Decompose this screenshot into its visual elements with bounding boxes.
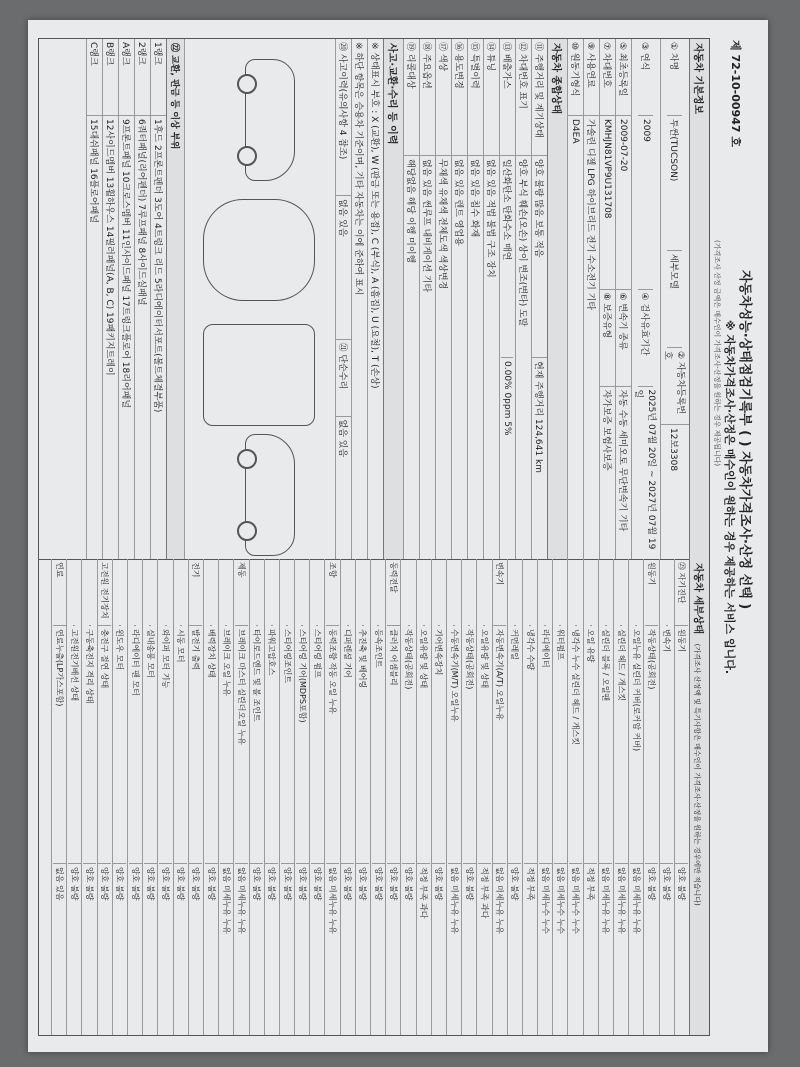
- detail-row: [492, 559, 507, 1035]
- detail-item: 스티어링 기어(MDPS포함): [297, 629, 307, 723]
- status-heading: 자동차 종합상태: [547, 39, 567, 559]
- detail-item: 고전원전기배선 상태: [69, 629, 79, 702]
- status-extra: 현재 주행거리 124,641 km: [532, 357, 547, 559]
- accident-check-row: [335, 39, 351, 559]
- detail-state: 없음 미세누유 누유: [599, 863, 612, 1035]
- detail-row: [218, 559, 233, 1035]
- detail-item: 라디에이터: [540, 629, 550, 668]
- detail-group: 연료: [53, 559, 66, 626]
- detail-item: 디퍼렌셜 기어: [343, 629, 353, 678]
- status-label: ⑭ 튜닝: [484, 39, 499, 156]
- detail-group: [514, 559, 516, 626]
- basic-extra2-label: ② 자동차등록번호: [661, 348, 689, 425]
- detail-rows: [51, 559, 689, 1035]
- detail-state: 양호 불량: [432, 863, 445, 1035]
- detail-row: [127, 559, 142, 1035]
- parts-rank: 2랭크: [135, 39, 150, 116]
- detail-row: [355, 559, 370, 1035]
- detail-item: 작동상태(공회전): [647, 629, 657, 690]
- detail-group: [483, 559, 485, 626]
- detail-row: [416, 559, 431, 1035]
- basic-label: ⑤ 최초등록일: [616, 39, 631, 116]
- detail-item: 윈도우 모터: [115, 629, 125, 671]
- detail-state: 양호 불량: [508, 863, 521, 1035]
- detail-state: 없음 미세누유 누유: [448, 863, 461, 1035]
- detail-group: [620, 559, 622, 626]
- status-value: 없음 있음 렌트 영업용: [453, 159, 463, 246]
- basic-row: [631, 39, 660, 559]
- detail-item: 충전구 절연 상태: [100, 629, 110, 689]
- parts-rank: B랭크: [103, 39, 118, 116]
- detail-state: 양호 불량: [463, 863, 476, 1035]
- detail-row: [142, 559, 157, 1035]
- status-value: 없음 있음 침수 화재: [469, 159, 479, 238]
- detail-row: [97, 559, 112, 1035]
- detail-row: [400, 559, 415, 1035]
- detail-row: [157, 559, 172, 1035]
- detail-row: [325, 559, 340, 1035]
- detail-state: 양호 불량: [205, 863, 218, 1035]
- detail-group: [362, 559, 364, 626]
- basic-extra-label: ⑧ 보증유형: [600, 289, 615, 387]
- detail-item: 와이퍼 모터 기능: [161, 629, 171, 689]
- basic-value: KMHJN81VP9U131708: [602, 119, 613, 219]
- detail-state: 없음 미세누수 누수: [539, 863, 552, 1035]
- detail-item: 구동축전지 격리 상태: [85, 629, 95, 704]
- detail-row: [173, 559, 188, 1035]
- detail-item: 타이로드엔드 및 볼 조인트: [252, 629, 262, 722]
- basic-extra-label: ⑥ 변속기 종류: [616, 289, 631, 387]
- basic-extra-value: 자가보증 보험사보증: [601, 389, 611, 471]
- form-frame: [38, 38, 710, 1036]
- detail-row: [552, 559, 567, 1035]
- status-label: ⑱ 주요옵션: [420, 39, 435, 156]
- detail-group: [575, 559, 577, 626]
- status-row: [499, 39, 515, 559]
- status-value: 양호 부식 훼손(오손) 상이 변조(변타) 도말: [517, 159, 527, 327]
- detail-group: [73, 559, 75, 626]
- detail-row: [568, 559, 583, 1035]
- basic-rows: [567, 39, 689, 559]
- detail-group: [377, 559, 379, 626]
- basic-extra-label: 세부모델: [668, 250, 683, 348]
- detail-row: [674, 559, 689, 1035]
- detail-item: 배력장치 상태: [206, 629, 216, 678]
- wheel-icon: [237, 521, 257, 541]
- detail-row: [583, 559, 598, 1035]
- detail-item: 워터펌프: [555, 629, 565, 660]
- detail-item: 추진축 및 베어링: [358, 629, 368, 689]
- basic-extra-label: ④ 검사유효기간: [639, 289, 654, 387]
- basic-value: 2009-07-20: [618, 119, 629, 172]
- detail-item: 브레이크 마스터 실린더오일 누유: [236, 629, 246, 745]
- detail-group: 제동: [235, 559, 248, 626]
- parts-row: [86, 39, 102, 559]
- detail-state: 양호 불량: [296, 863, 309, 1035]
- detail-group: [89, 559, 91, 626]
- basic-extra-value: 12보3308: [668, 428, 679, 472]
- detail-row: [507, 559, 522, 1035]
- detail-item: 등속조인트: [373, 629, 383, 668]
- detail-group: ㉓ 자기진단: [675, 559, 688, 626]
- status-row: [483, 39, 499, 559]
- detail-item: 오일 유량: [586, 629, 596, 663]
- basic-extra-value: 2025년 07월 20일 ~ 2027년 07월 19일: [633, 389, 656, 550]
- detail-state: 없음 미세누수 누수: [554, 863, 567, 1035]
- detail-group: 동력전달: [387, 559, 400, 626]
- detail-item: 냉각수 누수 실린더 헤드 / 개스킷: [571, 629, 581, 745]
- status-label: ⑮ 특별이력: [468, 39, 483, 156]
- detail-state: 양호 불량: [144, 863, 157, 1035]
- detail-item: 연료누출(LP가스포함): [54, 629, 64, 707]
- detail-state: 양호 불량: [675, 863, 688, 1035]
- detail-item: 오일누유 실린더 커버(로커암 커버): [631, 629, 641, 752]
- detail-item: 커먼레일: [510, 629, 520, 660]
- detail-state: 양호 불량: [174, 863, 187, 1035]
- detail-state: 양호 불량: [402, 863, 415, 1035]
- detail-item: 자동변속기(A/T) 오일누유: [495, 629, 505, 721]
- detail-group: [590, 559, 592, 626]
- status-row: [419, 39, 435, 559]
- detail-group: [119, 559, 121, 626]
- accident-note2-row: [351, 39, 367, 559]
- detail-row: [476, 559, 491, 1035]
- detail-group: [423, 559, 425, 626]
- detail-group: [468, 559, 470, 626]
- detail-group: [408, 559, 410, 626]
- parts-row: [150, 39, 166, 559]
- status-value: 무채색 유채색 전체도색 색상변경: [437, 159, 447, 290]
- parts-row: [118, 39, 134, 559]
- parts-items: 6쿼터패널(리어펜더) 7루프패널 8사이드실패널: [136, 119, 146, 306]
- accident-note2: ※ 하단 항목은 승용차 기준이며, 기타 자동차는 이에 준하여 표시: [353, 42, 363, 296]
- detail-row: [385, 559, 400, 1035]
- accident-heading: 사고·교환·수리 등 이력: [383, 39, 403, 559]
- detail-state: 양호 불량: [356, 863, 369, 1035]
- doc-subtitle: ※ 자동차가격조사·산정은 매수인이 원하는 경우 제공하는 서비스 입니다.: [723, 320, 736, 675]
- document-sheet: [28, 20, 768, 1052]
- status-row: [435, 39, 451, 559]
- detail-item: 클러치 어셈블리: [388, 629, 398, 686]
- header: [713, 40, 758, 1030]
- detail-row: [51, 559, 66, 1035]
- rotated-page: [28, 20, 768, 1052]
- detail-group: [453, 559, 455, 626]
- detail-group: [559, 559, 561, 626]
- detail-item: 오일유량 및 상태: [479, 629, 489, 689]
- detail-group: [544, 559, 546, 626]
- detail-state: 양호 불량: [387, 863, 400, 1035]
- car-top-diagram: [203, 199, 315, 301]
- detail-state: 적정 부족: [524, 863, 537, 1035]
- basic-row: [660, 39, 689, 559]
- detail-item: 오일유량 및 상태: [419, 629, 429, 689]
- detail-group: [180, 559, 182, 626]
- status-row: [403, 39, 419, 559]
- parts-items: 15대쉬패널 16플로어패널: [88, 119, 98, 224]
- detail-state: 양호 불량: [83, 863, 96, 1035]
- status-row: [515, 39, 531, 559]
- detail-group: [286, 559, 288, 626]
- parts-items: 12사이드멤버 13휠하우스 14필러패널(A, B, C) 19패키지트레이: [104, 119, 114, 376]
- detail-group: [134, 559, 136, 626]
- detail-row: [294, 559, 309, 1035]
- detail-state: 양호 불량: [129, 863, 142, 1035]
- detail-state: 없음 미세누유 누유: [493, 863, 506, 1035]
- detail-row: [628, 559, 643, 1035]
- detail-state: 적정 부족: [584, 863, 597, 1035]
- status-value: 없음 있음 적법 불법 구조 장치: [485, 159, 495, 278]
- detail-row: [233, 559, 248, 1035]
- basic-row: [583, 39, 599, 559]
- status-label: ⑫ 차대번호 표기: [516, 39, 531, 156]
- detail-group: [666, 559, 668, 626]
- detail-row: [264, 559, 279, 1035]
- detail-row: [537, 559, 552, 1035]
- wheel-icon: [237, 146, 257, 166]
- accident-check2-value: 없음 있음: [337, 419, 347, 458]
- detail-state: 없음 미세누유 누유: [220, 863, 233, 1035]
- car-side-diagram-left: [245, 59, 295, 181]
- accident-note1-row: [367, 39, 383, 559]
- right-column: [39, 559, 709, 1035]
- detail-group: [316, 559, 318, 626]
- detail-row: [613, 559, 628, 1035]
- detail-state: 없음 미세누유 누유: [630, 863, 643, 1035]
- detail-state: 적정 부족 과다: [417, 863, 430, 1035]
- status-row: [451, 39, 467, 559]
- basic-label: ① 차명: [668, 39, 683, 116]
- basic-value: 가솔린 디젤 LPG 하이브리드 전기 수소전기 기타: [585, 119, 595, 311]
- detail-state: 양호 불량: [113, 863, 126, 1035]
- detail-item: 스티어링조인트: [282, 629, 292, 684]
- detail-item: 실린더 헤드 / 개스킷: [616, 629, 626, 702]
- detail-item: 작동상태(공회전): [464, 629, 474, 690]
- detail-group: [438, 559, 440, 626]
- status-value: 양호 불량 많음 보통 적음: [533, 159, 543, 258]
- detail-row: [66, 559, 81, 1035]
- parts-rank: A랭크: [119, 39, 134, 116]
- detail-state: 양호 불량: [159, 863, 172, 1035]
- basic-row: [615, 39, 631, 559]
- detail-item: 브레이크 오일 누유: [221, 629, 231, 696]
- basic-label: ⑦ 차대번호: [600, 39, 615, 116]
- status-row: [467, 39, 483, 559]
- detail-item: 실린더 블록 / 오일팬: [601, 629, 611, 702]
- detail-state: 양호 불량: [341, 863, 354, 1035]
- detail-item: 파워고압호스: [267, 629, 277, 676]
- detail-state: 양호 불량: [660, 863, 673, 1035]
- detail-state: 양호 불량: [189, 863, 202, 1035]
- detail-group: [605, 559, 607, 626]
- status-label: ⑰ 색상: [436, 39, 451, 156]
- detail-row: [82, 559, 97, 1035]
- detail-group: 전기: [189, 559, 202, 626]
- parts-row: [102, 39, 118, 559]
- detail-item: 동력조향 작동 오일 누유: [328, 629, 338, 714]
- detail-group: 조향: [326, 559, 339, 626]
- detail-item: 수동변속기(M/T) 오일누유: [449, 629, 459, 722]
- detail-item: 기어변속장치: [434, 629, 444, 676]
- doc-note: (가격조사 산정 금액은 매수인이 가격조사·산정을 원하는 경우 제공됩니다): [713, 240, 721, 467]
- basic-extra-value: 자동 수동 세미오토 무단변속기 기타: [617, 389, 627, 532]
- wheel-icon: [237, 449, 257, 469]
- detail-state: 없음 미세누유 누유: [235, 863, 248, 1035]
- detail-group: [529, 559, 531, 626]
- detail-row: [659, 559, 674, 1035]
- detail-item: 발전기 출력: [191, 629, 201, 671]
- accident-check1-value: 없음 있음: [337, 199, 347, 237]
- detail-row: [522, 559, 537, 1035]
- detail-item: 냉각수 수량: [525, 629, 535, 671]
- parts-row: [134, 39, 150, 559]
- detail-state: 적정 부족 과다: [478, 863, 491, 1035]
- car-side-diagram-right: [245, 434, 295, 556]
- detail-state: 양호 불량: [281, 863, 294, 1035]
- basic-label: ⑩ 원동기형식: [568, 39, 583, 116]
- accident-check2-label: ㉑ 단순수리: [336, 339, 351, 417]
- detail-group: 변속기: [493, 559, 506, 626]
- detail-state: 양호 불량: [311, 863, 324, 1035]
- status-label: ⑬ 배출가스: [500, 39, 515, 156]
- detail-item: 실내송풍 모터: [145, 629, 155, 678]
- doc-title: 자동차성능·상태점검기록부 ( ) 자동차가격조사·산정 선택 ): [737, 270, 752, 610]
- status-value: 해당없음 해당 이행 미이행: [405, 159, 415, 264]
- car-diagrams: [184, 39, 335, 559]
- detail-group: [210, 559, 212, 626]
- detail-item: 원동기: [677, 629, 687, 653]
- parts-rows: [86, 39, 166, 559]
- detail-row: [446, 559, 461, 1035]
- detail-group: [301, 559, 303, 626]
- detail-heading: 자동차 세부상태 (가격조사 산정액 및 특기사항은 매수인이 가격조사·산정을 원하는 경우에만 적습니다): [689, 559, 709, 1035]
- doc-number: 제 72-10-00947 호: [729, 40, 742, 147]
- accident-check1-label: ⑳ 사고이력(유의사항 4 참조): [336, 39, 351, 196]
- detail-state: 양호 불량: [265, 863, 278, 1035]
- basic-label: ⑨ 사용연료: [584, 39, 599, 116]
- basic-value: 2009: [641, 119, 651, 142]
- parts-items: 1후드 2프론트펜더 3도어 4트렁크 리드 5라디에이터서포트(볼트체결부품): [152, 119, 162, 413]
- detail-state: 양호 불량: [372, 863, 385, 1035]
- detail-state: 양호 불량: [250, 863, 263, 1035]
- status-extra: 0.00% 0ppm 5%: [502, 357, 514, 559]
- detail-state: 양호 불량: [645, 863, 658, 1035]
- detail-group: [256, 559, 258, 626]
- detail-row: [279, 559, 294, 1035]
- detail-state: 양호 불량: [68, 863, 81, 1035]
- basic-row: [599, 39, 615, 559]
- basic-row: [567, 39, 583, 559]
- status-label: ⑲ 리콜대상: [404, 39, 419, 156]
- detail-state: 없음 있음: [53, 863, 66, 1035]
- detail-item: 작동상태(공회전): [404, 629, 414, 690]
- detail-state: 없음 미세누수 누수: [569, 863, 582, 1035]
- status-value: 일산화탄소 탄화수소 매연: [501, 159, 511, 261]
- detail-state: 양호 불량: [98, 863, 111, 1035]
- detail-row: [188, 559, 203, 1035]
- parts-rank: C랭크: [87, 39, 102, 116]
- status-label: ⑯ 용도변경: [452, 39, 467, 156]
- detail-row: [309, 559, 324, 1035]
- detail-item: 라디에이터 팬 모터: [130, 629, 140, 696]
- wheel-icon: [237, 74, 257, 94]
- detail-group: [149, 559, 151, 626]
- car-frame-diagram: [203, 324, 315, 426]
- detail-item: 스티어링 펌프: [312, 629, 322, 678]
- detail-group: [635, 559, 637, 626]
- status-rows: [403, 39, 547, 559]
- basic-label: ③ 연식: [639, 39, 654, 116]
- detail-row: [370, 559, 385, 1035]
- parts-items: 9프론트패널 10크로스멤버 11인사이드패널 17트렁크플로어 18리어패널: [120, 119, 130, 409]
- detail-group: [347, 559, 349, 626]
- detail-group: [225, 559, 227, 626]
- detail-group: [165, 559, 167, 626]
- status-value: 없음 있음 썬루프 내비게이션 기타: [421, 159, 431, 293]
- detail-row: [431, 559, 446, 1035]
- accident-note1: ※ 상태표시 부호 : X (교환), W (판금 또는 용접), C (부식), A (흠집), U (요철), T (손상): [369, 42, 379, 389]
- detail-row: [461, 559, 476, 1035]
- detail-group: [271, 559, 273, 626]
- status-row: [531, 39, 547, 559]
- detail-group: 원동기: [645, 559, 658, 626]
- detail-group: 고전원 전기장치: [98, 559, 111, 626]
- detail-row: [340, 559, 355, 1035]
- detail-row: [598, 559, 613, 1035]
- basic-value: 투싼(TUCSON): [668, 119, 679, 182]
- detail-item: 변속기: [662, 629, 672, 653]
- left-column: [39, 39, 709, 560]
- status-label: ⑪ 주행거리 및 계기상태: [532, 39, 547, 156]
- detail-row: [643, 559, 658, 1035]
- detail-row: [112, 559, 127, 1035]
- detail-row: [249, 559, 264, 1035]
- parts-rank: 1랭크: [151, 39, 166, 116]
- basic-heading: 자동차 기본정보: [689, 39, 709, 559]
- detail-item: 시동 모터: [176, 629, 186, 663]
- detail-row: [203, 559, 218, 1035]
- detail-state: 없음 미세누유 누유: [615, 863, 628, 1035]
- detail-state: 없음 미세누유 누유: [326, 863, 339, 1035]
- parts-heading: ㉒ 교환, 판금 등 이상 부위: [166, 39, 184, 559]
- basic-value: D4EA: [570, 119, 581, 144]
